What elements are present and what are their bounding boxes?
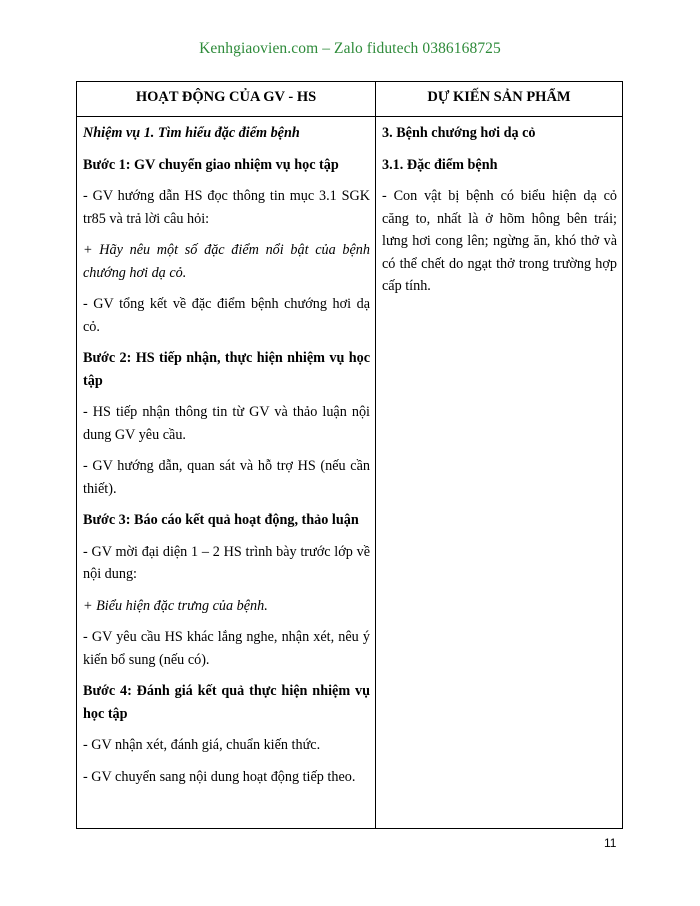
step3-text-1: - GV mời đại diện 1 – 2 HS trình bày trước lớp về nội dung: bbox=[83, 543, 370, 582]
section-title: 3. Bệnh chướng hơi dạ cỏ bbox=[382, 125, 536, 141]
step3-title: Bước 3: Báo cáo kết quả hoạt động, thảo luận bbox=[83, 512, 359, 528]
step3-question: + Biểu hiện đặc trưng của bệnh. bbox=[83, 597, 268, 614]
table-header-row bbox=[77, 82, 623, 117]
subsection-title: 3.1. Đặc điểm bệnh bbox=[382, 156, 498, 173]
step1-text: - GV hướng dẫn HS đọc thông tin mục 3.1 SGK tr85 và trả lời câu hỏi: bbox=[83, 188, 370, 227]
task-title: Nhiệm vụ 1. Tìm hiểu đặc điểm bệnh bbox=[83, 125, 300, 141]
step1-question: + Hãy nêu một số đặc điểm nổi bật của bệnh chướng hơi dạ cỏ. bbox=[83, 242, 370, 281]
activities-cell bbox=[77, 117, 376, 829]
step3-text-2: - GV yêu cầu HS khác lắng nghe, nhận xét, nêu ý kiến bổ sung (nếu có). bbox=[83, 629, 370, 668]
page-number: 11 bbox=[604, 836, 617, 850]
product-content: - Con vật bị bệnh có biểu hiện dạ cỏ căng to, nhất là ở hõm hông bên trái; lưng hơi cong lên; ngừng ăn, khó thở và có thể chết do ngạt thở trong trường hợp cấp tính. bbox=[382, 188, 617, 294]
step4-text-2: - GV chuyển sang nội dung hoạt động tiếp theo. bbox=[83, 768, 356, 785]
table-row bbox=[77, 117, 623, 829]
step2-text-2: - GV hướng dẫn, quan sát và hỗ trợ HS (nếu cần thiết). bbox=[83, 458, 370, 497]
step2-text-1: - HS tiếp nhận thông tin từ GV và thảo luận nội dung GV yêu cầu. bbox=[83, 404, 370, 443]
step4-title: Bước 4: Đánh giá kết quả thực hiện nhiệm vụ học tập bbox=[83, 683, 370, 722]
products-cell bbox=[376, 117, 623, 829]
column-header-products: DỰ KIẾN SẢN PHẨM bbox=[376, 82, 623, 117]
lesson-table bbox=[76, 81, 623, 829]
page-header: Kenhgiaovien.com – Zalo fidutech 0386168725 bbox=[199, 40, 501, 57]
column-header-activities: HOẠT ĐỘNG CỦA GV - HS bbox=[77, 82, 376, 117]
step4-text-1: - GV nhận xét, đánh giá, chuẩn kiến thức. bbox=[83, 737, 321, 753]
step1-title: Bước 1: GV chuyển giao nhiệm vụ học tập bbox=[83, 156, 339, 173]
step2-title: Bước 2: HS tiếp nhận, thực hiện nhiệm vụ học tập bbox=[83, 350, 370, 389]
step1-summary: - GV tổng kết về đặc điểm bệnh chướng hơi dạ cỏ. bbox=[83, 296, 370, 335]
